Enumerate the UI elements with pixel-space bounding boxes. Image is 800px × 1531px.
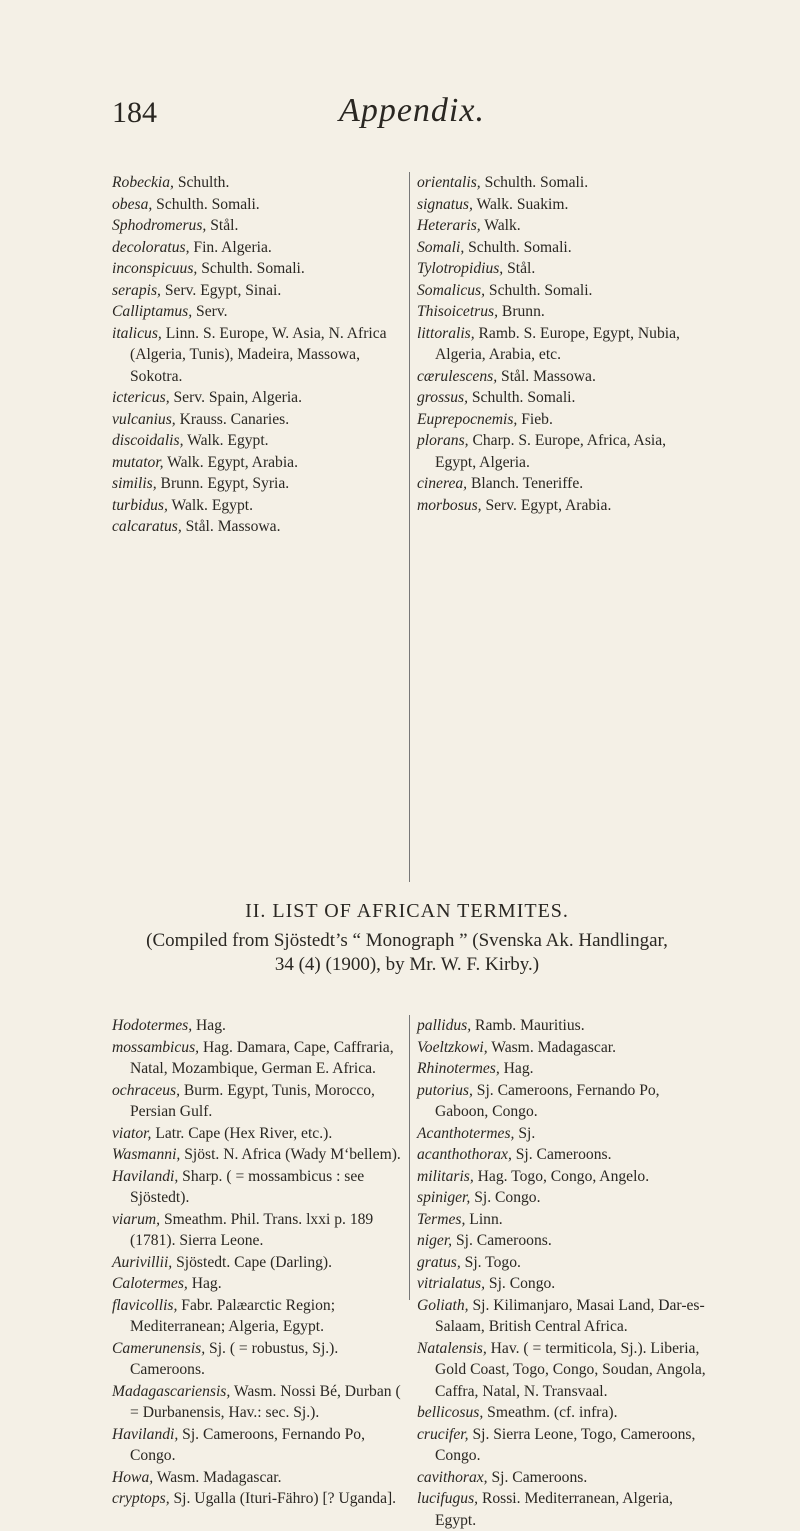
species-entry bbox=[112, 1080, 402, 1123]
column-rule bbox=[409, 1015, 410, 1300]
species-name: Voeltzkowi, bbox=[417, 1038, 488, 1056]
bottom-right-column bbox=[417, 1015, 707, 1531]
species-name: crucifer, bbox=[417, 1425, 469, 1443]
species-name: decoloratus, bbox=[112, 238, 190, 256]
entry-details: Sj. Sierra Leone, Togo, Cameroons, Congo. bbox=[435, 1425, 696, 1464]
species-entry bbox=[417, 1080, 707, 1123]
entry-details: Schulth. bbox=[173, 174, 230, 191]
genus-name: Euprepocnemis, bbox=[417, 410, 518, 428]
genus-name: Rhinotermes, bbox=[417, 1060, 500, 1077]
species-entry bbox=[112, 237, 402, 259]
species-entry bbox=[417, 1230, 707, 1252]
species-name: littoralis, bbox=[417, 324, 475, 342]
entry-details: Serv. Egypt, Sinai. bbox=[160, 281, 282, 299]
entry-details: Hag. bbox=[499, 1060, 534, 1077]
entry-details: Blanch. Teneriffe. bbox=[467, 475, 584, 492]
entry-details: Charp. S. Europe, Africa, Asia, Egypt, Algeria. bbox=[435, 432, 667, 471]
species-entry bbox=[112, 194, 402, 216]
species-entry bbox=[112, 1467, 402, 1489]
species-entry bbox=[112, 280, 402, 302]
species-entry bbox=[112, 1166, 402, 1209]
top-left-column bbox=[112, 172, 402, 538]
species-name: discoidalis, bbox=[112, 432, 184, 449]
species-name: militaris, bbox=[417, 1167, 474, 1185]
species-name: cærulescens, bbox=[417, 367, 498, 385]
entry-details: Burm. Egypt, Tunis, Morocco, Persian Gulf. bbox=[130, 1081, 375, 1120]
entry-details: Sj. Togo. bbox=[460, 1253, 521, 1271]
entry-details: Stål. Massowa. bbox=[181, 518, 281, 535]
entry-details: Fin. Algeria. bbox=[189, 238, 272, 256]
entry-details: Schulth. Somali. bbox=[464, 238, 572, 256]
species-name: calcaratus, bbox=[112, 518, 182, 535]
species-entry bbox=[112, 1252, 402, 1274]
species-entry bbox=[112, 1338, 402, 1381]
entry-details: Sjöst. N. Africa (Wady M‘bellem). bbox=[180, 1146, 401, 1163]
entry-details: Krauss. Canaries. bbox=[175, 410, 290, 428]
species-name: gratus, bbox=[417, 1253, 461, 1271]
entry-details: Sj. bbox=[514, 1124, 536, 1142]
species-entry bbox=[417, 1402, 707, 1424]
species-entry bbox=[112, 452, 402, 474]
entry-details: Wasm. Madagascar. bbox=[153, 1468, 282, 1486]
species-entry bbox=[417, 1187, 707, 1209]
genus-name: Sphodromerus, bbox=[112, 217, 207, 234]
species-name: bellicosus, bbox=[417, 1404, 484, 1421]
genus-entry bbox=[417, 1209, 707, 1231]
entry-details: Sj. Cameroons, Fernando Po, Gaboon, Congo. bbox=[435, 1081, 660, 1120]
genus-name: Thisoicetrus, bbox=[417, 303, 499, 320]
top-right-column bbox=[417, 172, 707, 516]
species-entry bbox=[417, 1252, 707, 1274]
genus-name: Tylotropidius, bbox=[417, 260, 504, 277]
species-name: Wasmanni, bbox=[112, 1146, 181, 1163]
species-entry bbox=[417, 1166, 707, 1188]
species-entry bbox=[417, 172, 707, 194]
entry-details: Sj. Congo. bbox=[470, 1189, 541, 1206]
species-entry bbox=[417, 430, 707, 473]
bottom-columns bbox=[112, 1015, 706, 1529]
entry-details: Sj. Cameroons. bbox=[511, 1146, 612, 1163]
species-name: ochraceus, bbox=[112, 1081, 180, 1099]
species-name: Natalensis, bbox=[417, 1339, 487, 1357]
genus-name: Acanthotermes, bbox=[417, 1124, 515, 1142]
species-name: spiniger, bbox=[417, 1189, 471, 1206]
entry-details: Linn. bbox=[465, 1210, 503, 1228]
species-entry bbox=[417, 1273, 707, 1295]
genus-name: Robeckia, bbox=[112, 174, 174, 191]
genus-entry bbox=[112, 172, 402, 194]
entry-details: Sj. ( = robustus, Sj.). Cameroons. bbox=[130, 1339, 339, 1378]
entry-details: Latr. Cape (Hex River, etc.). bbox=[151, 1124, 333, 1142]
species-name: mutator, bbox=[112, 453, 164, 471]
species-entry bbox=[417, 1144, 707, 1166]
species-entry bbox=[112, 258, 402, 280]
genus-entry bbox=[112, 215, 402, 237]
entry-details: Wasm. Nossi Bé, Durban ( = Durbanensis, Hav.: sec. Sj.). bbox=[130, 1382, 401, 1421]
genus-name: Calliptamus, bbox=[112, 303, 193, 320]
species-entry bbox=[417, 473, 707, 495]
entry-details: Sj. Kilimanjaro, Masai Land, Dar-es-Salaam, British Central Africa. bbox=[435, 1296, 705, 1335]
species-name: vulcanius, bbox=[112, 410, 176, 428]
species-name: Aurivillii, bbox=[112, 1253, 173, 1271]
species-name: mossambicus, bbox=[112, 1038, 200, 1056]
species-entry bbox=[112, 1424, 402, 1467]
running-title: Appendix. bbox=[339, 92, 485, 129]
species-name: ictericus, bbox=[112, 389, 170, 406]
species-name: vitrialatus, bbox=[417, 1275, 486, 1292]
entry-details: Schulth. Somali. bbox=[467, 389, 576, 406]
entry-details: Schulth. Somali. bbox=[480, 174, 589, 191]
species-name: turbidus, bbox=[112, 496, 168, 514]
species-entry bbox=[112, 1144, 402, 1166]
entry-details: Fieb. bbox=[517, 410, 553, 428]
species-name: inconspicuus, bbox=[112, 260, 198, 277]
species-entry bbox=[112, 409, 402, 431]
species-name: cavithorax, bbox=[417, 1468, 488, 1486]
species-entry bbox=[417, 1338, 707, 1403]
genus-name: Hodotermes, bbox=[112, 1017, 193, 1034]
species-entry bbox=[417, 323, 707, 366]
species-entry bbox=[112, 495, 402, 517]
entry-details: Fabr. Palæarctic Region; Mediterranean; Algeria, Egypt. bbox=[130, 1296, 336, 1335]
species-name: viator, bbox=[112, 1124, 152, 1142]
genus-entry bbox=[417, 1058, 707, 1080]
species-entry bbox=[112, 1295, 402, 1338]
compiled-line-2: 34 (4) (1900), by Mr. W. F. Kirby.) bbox=[274, 954, 540, 975]
section-heading: II. LIST OF AFRICAN TERMITES. bbox=[245, 900, 569, 922]
entry-details: Hag. Damara, Cape, Caffraria, Natal, Mozambique, German E. Africa. bbox=[130, 1038, 394, 1077]
species-name: Somalicus, bbox=[417, 281, 486, 299]
species-name: Madagascariensis, bbox=[112, 1382, 231, 1400]
entry-details: Walk. bbox=[480, 217, 521, 234]
entry-details: Sj. Congo. bbox=[485, 1275, 556, 1292]
entry-details: Hag. bbox=[187, 1275, 222, 1292]
species-entry bbox=[417, 194, 707, 216]
entry-details: Sj. Cameroons. bbox=[487, 1468, 588, 1486]
entry-details: Schulth. Somali. bbox=[485, 281, 593, 299]
species-name: obesa, bbox=[112, 195, 153, 213]
entry-details: Walk. Egypt. bbox=[183, 432, 269, 449]
species-entry bbox=[112, 323, 402, 388]
genus-entry bbox=[112, 301, 402, 323]
species-entry bbox=[417, 1037, 707, 1059]
entry-details: Ramb. S. Europe, Egypt, Nubia, Algeria, Arabia, etc. bbox=[435, 324, 680, 363]
genus-entry bbox=[417, 301, 707, 323]
column-rule bbox=[409, 172, 410, 882]
genus-name: Heteraris, bbox=[417, 217, 481, 234]
genus-entry bbox=[112, 1015, 402, 1037]
species-name: grossus, bbox=[417, 389, 468, 406]
species-entry bbox=[417, 1424, 707, 1467]
species-name: putorius, bbox=[417, 1081, 473, 1099]
entry-details: Ramb. Mauritius. bbox=[471, 1017, 585, 1034]
species-entry bbox=[417, 1467, 707, 1489]
entry-details: Smeathm. (cf. infra). bbox=[483, 1404, 618, 1421]
species-entry bbox=[112, 430, 402, 452]
entry-details: Sharp. ( = mossambicus : see Sjöstedt). bbox=[130, 1167, 365, 1206]
entry-details: Walk. Egypt, Arabia. bbox=[163, 453, 299, 471]
entry-details: Serv. bbox=[192, 303, 228, 320]
bottom-left-column bbox=[112, 1015, 402, 1510]
genus-entry bbox=[417, 258, 707, 280]
entry-details: Smeathm. Phil. Trans. lxxi p. 189 (1781). Sierra Leone. bbox=[130, 1210, 374, 1249]
species-name: italicus, bbox=[112, 324, 162, 342]
species-name: Havilandi, bbox=[112, 1167, 179, 1185]
species-entry bbox=[417, 237, 707, 259]
species-entry bbox=[112, 387, 402, 409]
species-entry bbox=[112, 1123, 402, 1145]
entry-details: Sj. Ugalla (Ituri-Fähro) [? Uganda]. bbox=[169, 1490, 397, 1507]
species-name: viarum, bbox=[112, 1210, 161, 1228]
species-name: niger, bbox=[417, 1232, 453, 1249]
entry-details: Sj. Cameroons. bbox=[452, 1232, 552, 1249]
species-name: signatus, bbox=[417, 195, 473, 213]
species-name: acanthothorax, bbox=[417, 1146, 512, 1163]
species-entry bbox=[112, 1381, 402, 1424]
species-entry bbox=[417, 1295, 707, 1338]
genus-name: Termes, bbox=[417, 1210, 466, 1228]
page-header bbox=[112, 92, 712, 142]
entry-details: Hav. ( = termiticola, Sj.). Liberia, Gold Coast, Togo, Congo, Soudan, Angola, Caffra, Natal, N. Transvaal. bbox=[435, 1339, 706, 1400]
species-entry bbox=[112, 1488, 402, 1510]
entry-details: Walk. Suakim. bbox=[472, 195, 569, 213]
entry-details: Stål. bbox=[206, 217, 239, 234]
entry-details: Wasm. Madagascar. bbox=[487, 1038, 616, 1056]
species-name: morbosus, bbox=[417, 496, 482, 514]
page-number: 184 bbox=[112, 96, 157, 129]
entry-details: Serv. Egypt, Arabia. bbox=[481, 496, 612, 514]
entry-details: Rossi. Mediterranean, Algeria, Egypt. bbox=[435, 1490, 673, 1529]
species-entry bbox=[112, 516, 402, 538]
top-columns bbox=[112, 172, 702, 884]
entry-details: Stål. bbox=[503, 260, 536, 277]
species-entry bbox=[417, 366, 707, 388]
entry-details: Serv. Spain, Algeria. bbox=[169, 389, 302, 406]
entry-details: Hag. Togo, Congo, Angelo. bbox=[473, 1167, 650, 1185]
species-name: orientalis, bbox=[417, 174, 481, 191]
entry-details: Schulth. Somali. bbox=[152, 195, 260, 213]
entry-details: Walk. Egypt. bbox=[167, 496, 253, 514]
species-name: Somali, bbox=[417, 238, 465, 256]
species-name: cinerea, bbox=[417, 475, 468, 492]
species-entry bbox=[417, 1015, 707, 1037]
genus-entry bbox=[417, 1123, 707, 1145]
entry-details: Brunn. bbox=[498, 303, 545, 320]
species-name: pallidus, bbox=[417, 1017, 472, 1034]
species-name: cryptops, bbox=[112, 1490, 170, 1507]
species-entry bbox=[417, 387, 707, 409]
compiled-note bbox=[112, 929, 702, 977]
species-name: serapis, bbox=[112, 281, 161, 299]
genus-entry bbox=[417, 215, 707, 237]
entry-details: Schulth. Somali. bbox=[197, 260, 305, 277]
entry-details: Stål. Massowa. bbox=[497, 367, 596, 385]
species-name: similis, bbox=[112, 475, 157, 492]
species-entry bbox=[417, 280, 707, 302]
genus-name: Calotermes, bbox=[112, 1275, 188, 1292]
species-name: plorans, bbox=[417, 432, 469, 449]
species-name: Howa, bbox=[112, 1468, 154, 1486]
species-entry bbox=[417, 1488, 707, 1531]
species-name: Havilandi, bbox=[112, 1425, 179, 1443]
species-name: Camerunensis, bbox=[112, 1339, 206, 1357]
entry-details: Hag. bbox=[192, 1017, 226, 1034]
species-entry bbox=[417, 495, 707, 517]
entry-details: Sj. Cameroons, Fernando Po, Congo. bbox=[130, 1425, 365, 1464]
entry-details: Brunn. Egypt, Syria. bbox=[156, 475, 290, 492]
genus-entry bbox=[417, 409, 707, 431]
species-entry bbox=[112, 1037, 402, 1080]
species-entry bbox=[112, 1209, 402, 1252]
entry-details: Linn. S. Europe, W. Asia, N. Africa (Algeria, Tunis), Madeira, Massowa, Sokotra. bbox=[130, 324, 387, 385]
species-entry bbox=[112, 473, 402, 495]
compiled-line-1: (Compiled from Sjöstedt’s “ Monograph ” (Svenska Ak. Handlingar, bbox=[146, 930, 668, 951]
entry-details: Sjöstedt. Cape (Darling). bbox=[172, 1253, 333, 1271]
species-name: flavicollis, bbox=[112, 1296, 178, 1314]
species-name: Goliath, bbox=[417, 1296, 469, 1314]
species-name: lucifugus, bbox=[417, 1490, 479, 1507]
genus-entry bbox=[112, 1273, 402, 1295]
